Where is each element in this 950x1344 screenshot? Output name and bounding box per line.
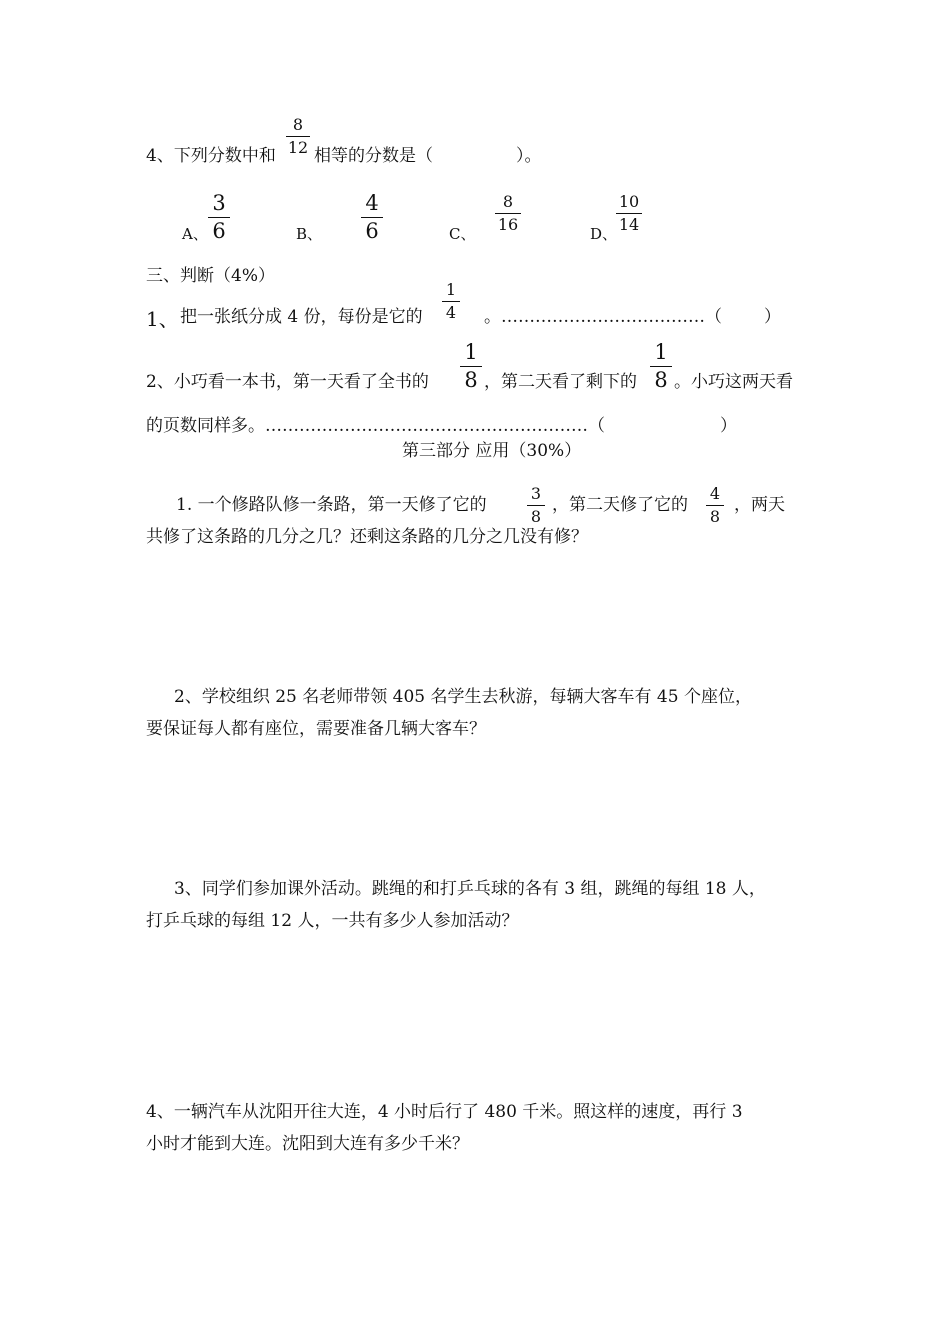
fraction-denominator: 8 [709,507,721,526]
judge-item2-text-b: ，第二天看了剩下的 [484,372,637,392]
fraction-numerator: 1 [650,342,672,367]
fraction-denominator: 8 [654,368,668,392]
fraction-denominator: 14 [618,215,640,234]
q4-fraction [286,117,310,156]
p3-line2: 打乒乓球的每组 12 人，一共有多少人参加活动？ [146,911,519,931]
q4-option-a-fraction [208,193,230,242]
fraction-denominator: 12 [287,138,309,157]
fraction-numerator: 1 [442,282,460,302]
q4-prefix: 4、下列分数中和 [146,146,276,166]
p2-line1: 2、学校组织 25 名老师带领 405 名学生去秋游，每辆大客车有 45 个座位， [174,687,752,707]
p3-line1: 3、同学们参加课外活动。跳绳的和打乒乓球的各有 3 组，跳绳的每组 18 人， [174,879,766,899]
judge-item2-close: ） [720,416,737,436]
judge-item1-text: 把一张纸分成 4 份，每份是它的 [180,307,423,327]
fraction-denominator: 6 [212,219,226,243]
judge-item1-dots: 。………………………………（ [484,307,722,327]
part3-heading: 第三部分 应用（30%） [402,441,582,461]
judge-item1-fraction [442,282,460,321]
p1-text-c: ，两天 [734,495,785,515]
q4-option-d-fraction [616,194,642,233]
q4-option-b-fraction [361,193,383,242]
p1-text-b: ，第二天修了它的 [552,495,688,515]
p2-line2: 要保证每人都有座位，需要准备几辆大客车？ [146,719,486,739]
q4-option-d-label: D、 [590,225,618,243]
judge-item2-fraction-2 [650,342,672,391]
judge-item2-line2: 的页数同样多。…………………………………………………（ [146,416,605,436]
fraction-numerator: 4 [706,486,724,506]
fraction-denominator: 6 [365,219,379,243]
judge-heading: 三、判断（4%） [146,266,275,286]
p1-text-a: 1. 一个修路队修一条路，第一天修了它的 [176,495,487,515]
judge-item1-number: 1、 [146,307,179,331]
fraction-denominator: 8 [530,507,542,526]
q4-option-c-fraction [495,194,521,233]
q4-option-a-label: A、 [182,225,208,243]
p4-line2: 小时才能到大连。沈阳到大连有多少千米？ [146,1134,469,1154]
fraction-denominator: 4 [445,303,457,322]
p1-line2: 共修了这条路的几分之几？还剩这条路的几分之几没有修？ [146,527,588,547]
p1-fraction-1 [527,486,545,525]
fraction-numerator: 3 [527,486,545,506]
q4-close: ）。 [516,146,542,166]
judge-item1-close: ） [764,307,781,327]
fraction-denominator: 8 [464,368,478,392]
fraction-numerator: 8 [286,117,310,137]
fraction-numerator: 4 [361,193,383,218]
fraction-numerator: 3 [208,193,230,218]
judge-item2-text-c: 。小巧这两天看 [674,372,793,392]
judge-item2-text-a: 2、小巧看一本书，第一天看了全书的 [146,372,429,392]
q4-suffix: 相等的分数是（ [314,146,433,166]
fraction-denominator: 16 [497,215,519,234]
p1-fraction-2 [706,486,724,525]
p4-line1: 4、一辆汽车从沈阳开往大连，4 小时后行了 480 千米。照这样的速度，再行 3 [146,1102,743,1122]
judge-item2-fraction-1 [460,342,482,391]
fraction-numerator: 1 [460,342,482,367]
fraction-numerator: 8 [495,194,521,214]
fraction-numerator: 10 [616,194,642,214]
q4-option-c-label: C、 [449,225,476,243]
q4-option-b-label: B、 [296,225,323,243]
